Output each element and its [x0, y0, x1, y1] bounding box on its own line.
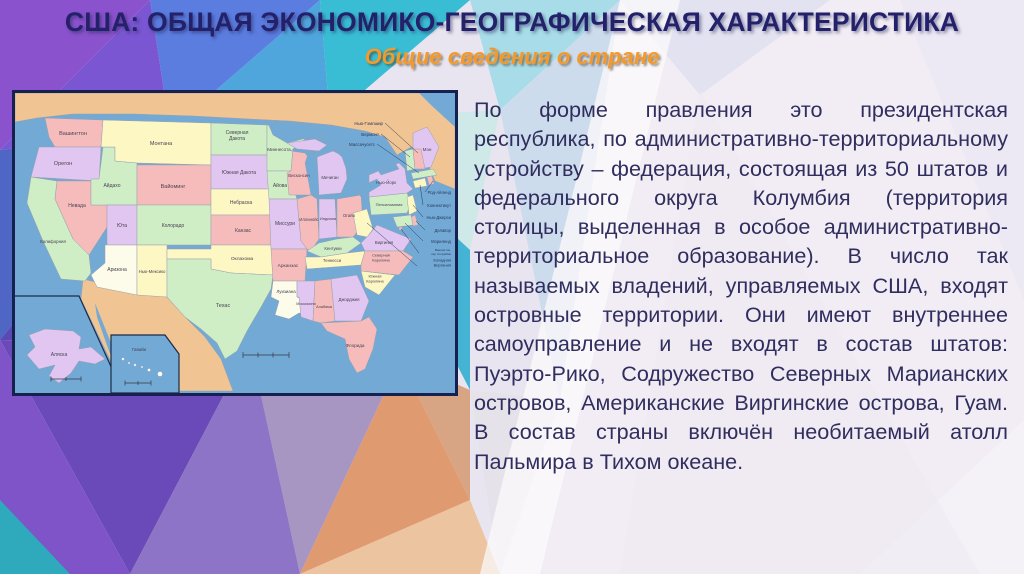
state-label-nv: Невада	[68, 203, 86, 209]
state-label-ma: Массачусетс	[349, 142, 375, 147]
state-label-va: Виргиния	[374, 240, 394, 245]
state-label-ny: Нью-Йорк	[375, 180, 397, 185]
usa-map-frame	[12, 90, 458, 396]
state-label-nm: Нью-Мексико	[138, 269, 166, 274]
state-label-nc: Северная Каролина	[372, 252, 390, 263]
slide-subtitle: Общие сведения о стране	[364, 44, 660, 69]
slide-title: США: ОБЩАЯ ЭКОНОМИКО-ГЕОГРАФИЧЕСКАЯ ХАРАКТЕРИСТИКА	[64, 7, 960, 37]
state-label-ia: Айова	[272, 183, 288, 189]
state-label-oh: Огайо	[342, 213, 356, 218]
body-text: По форме правления это президентская республика, по административно-территориальному устройству – федерация, состоящая из 50 штатов и федерального округа Колумбия (территория столицы, выделенная в особое административно-территориальное образование). В число так называемых владений, управляемых США, входят островные территории. Они имеют внутреннее самоуправление и не входят в состав штатов: Пуэрто-Рико, Содружество Северных Марианских островов, Американские Виргинские острова, Гуам. В состав страны включён необитаемый атолл Пальмира в Тихом океане.	[474, 97, 1008, 474]
state-label-ne: Небраска	[229, 200, 253, 206]
state-label-mt: Монтана	[149, 141, 173, 147]
usa-states-map	[15, 93, 455, 393]
state-label-nj: Нью-Джерси	[426, 215, 451, 220]
state-label-pa: Пенсильвания	[375, 202, 403, 207]
state-label-fl: Флорида	[345, 343, 365, 348]
state-label-in: Индиана	[319, 216, 337, 221]
state-label-wi: Висконсин	[288, 173, 310, 178]
state-label-mi: Мичиган	[321, 175, 339, 180]
state-label-co: Колорадо	[161, 223, 185, 229]
state-label-az: Аризона	[107, 267, 127, 273]
state-label-tx: Техас	[215, 303, 231, 309]
state-label-wa: Вашингтон	[59, 131, 87, 137]
state-label-de: Делавэр	[434, 228, 451, 233]
state-label-la: Луизиана	[276, 289, 296, 294]
state-label-tn: Теннесси	[322, 258, 342, 263]
state-label-ok: Оклахома	[230, 257, 254, 262]
state-label-nd: Северная Дакота	[225, 129, 249, 143]
state-label-ak: Аляска	[50, 352, 68, 358]
state-label-il: Иллинойс	[299, 217, 319, 222]
state-label-md: Мэриленд	[431, 239, 451, 244]
state-label-sc: Южная Каролина	[366, 273, 384, 284]
state-label-ks: Канзас	[234, 228, 252, 234]
state-label-ky: Кентукки	[324, 246, 342, 251]
state-label-ca: Калифорния	[40, 239, 66, 244]
state-label-ar: Арканзас	[277, 264, 299, 269]
state-label-vt: Вермонт	[361, 132, 379, 137]
state-label-ri: Род-Айленд	[427, 190, 451, 195]
state-label-dc: Вашингтон, окр. Колумбия	[431, 247, 451, 257]
state-label-ut: Юта	[116, 223, 128, 229]
state-label-id: Айдахо	[103, 183, 121, 189]
state-label-hi: Гавайи	[131, 347, 147, 352]
state-label-or: Орегон	[53, 161, 73, 167]
state-label-nh: Нью-Гэмпшир	[354, 121, 383, 126]
state-label-wv: Западная Виргиния	[433, 257, 451, 268]
state-label-mn: Миннесота	[267, 147, 291, 152]
state-label-ct: Коннектикут	[427, 203, 451, 208]
state-label-ga: Джорджия	[338, 297, 360, 302]
state-label-wy: Вайоминг	[160, 184, 186, 190]
state-label-sd: Южная Дакота	[221, 170, 257, 176]
state-label-mo: Миссури	[275, 221, 295, 227]
state-label-ms: Миссисипи	[296, 302, 316, 306]
hawaii-inset	[111, 335, 179, 393]
state-label-al: Алабама	[316, 305, 332, 309]
state-label-me: Мэн	[422, 147, 432, 152]
